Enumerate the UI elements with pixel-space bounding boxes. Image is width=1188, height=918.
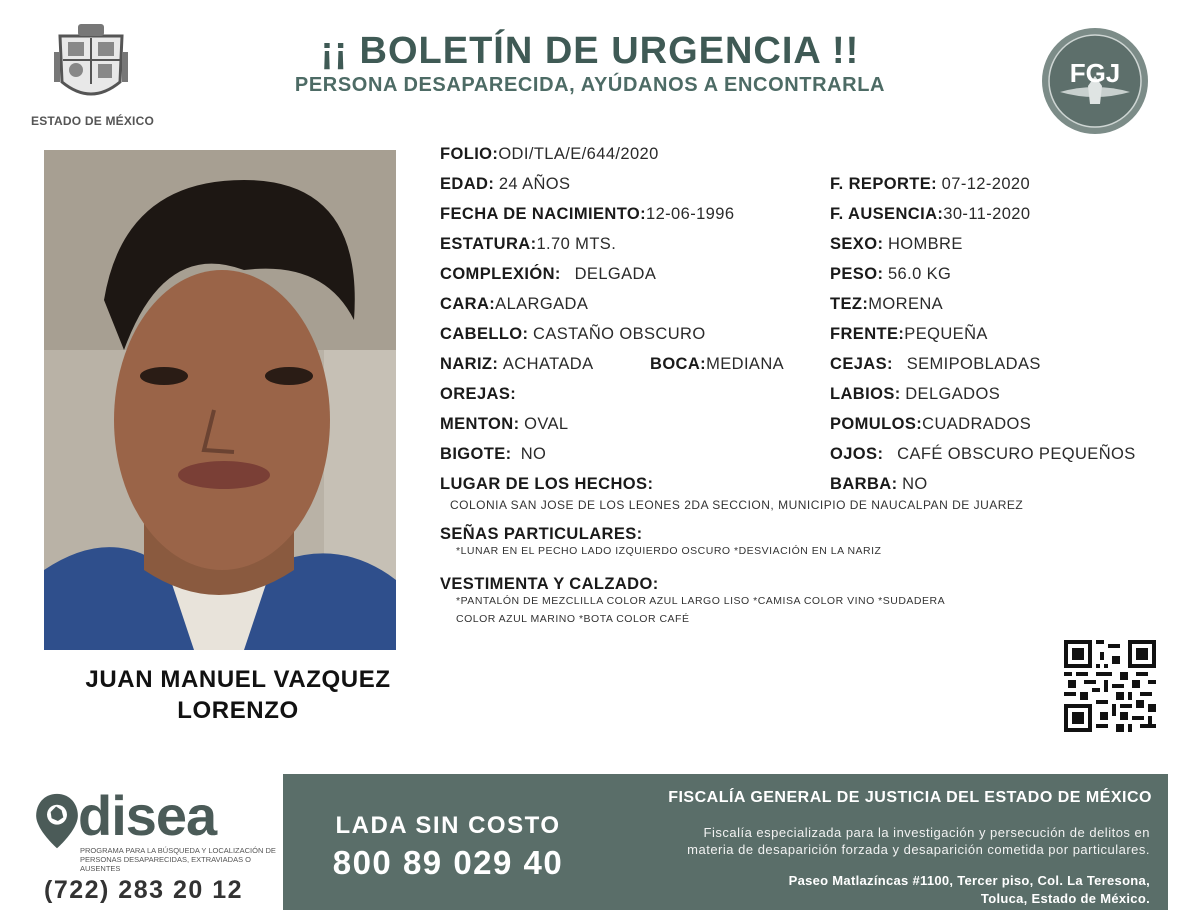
lada-number[interactable]: 800 89 029 40 (332, 844, 564, 881)
field-value: ALARGADA (495, 295, 589, 313)
odisea-map-pin-icon (34, 792, 80, 850)
field-value: OVAL (524, 415, 569, 433)
field-value: NO (520, 445, 547, 463)
field-value: PEQUEÑA (904, 325, 988, 343)
field-labios (830, 384, 1000, 404)
field-cabello (440, 324, 706, 344)
field-value: CASTAÑO OBSCURO (533, 325, 706, 343)
field-value: 30-11-2020 (943, 205, 1031, 223)
odisea-description: PROGRAMA PARA LA BÚSQUEDA Y LOCALIZACIÓN DE PERSONAS DESAPARECIDAS, EXTRAVIADAS O AUSENTES (80, 846, 276, 873)
field-value: MEDIANA (706, 355, 785, 373)
field-value: ACHATADA (502, 355, 594, 373)
field-boca (650, 354, 784, 374)
field-barba (830, 474, 928, 494)
field-frente (830, 324, 988, 344)
field-label: OREJAS: (440, 385, 517, 403)
field-lugar-label (440, 474, 653, 494)
fiscalia-address (789, 872, 1150, 908)
field-label: OJOS: (830, 445, 884, 463)
field-label: F. REPORTE: (830, 175, 938, 193)
field-bigote (440, 444, 546, 464)
field-fecha-nacimiento (440, 204, 734, 224)
field-label: SEXO: (830, 235, 884, 253)
field-folio (440, 144, 659, 164)
field-value: ODI/TLA/E/644/2020 (498, 145, 659, 163)
field-label: PESO: (830, 265, 884, 283)
field-tez (830, 294, 943, 314)
field-senas-label (440, 524, 643, 544)
field-lugar-value: COLONIA SAN JOSE DE LOS LEONES 2DA SECCION, MUNICIPIO DE NAUCALPAN DE JUAREZ (450, 498, 1024, 512)
field-label: SEÑAS PARTICULARES: (440, 525, 643, 543)
field-sexo (830, 234, 963, 254)
field-value: 12-06-1996 (646, 205, 735, 223)
field-cejas (830, 354, 1041, 374)
person-photo (44, 150, 396, 650)
field-label: F. AUSENCIA: (830, 205, 944, 223)
field-label: CABELLO: (440, 325, 529, 343)
field-value: SEMIPOBLADAS (906, 355, 1041, 373)
odisea-phone[interactable]: (722) 283 20 12 (44, 876, 244, 904)
field-orejas (440, 384, 516, 404)
field-label: BIGOTE: (440, 445, 512, 463)
field-label: MENTON: (440, 415, 520, 433)
state-label: ESTADO DE MÉXICO (31, 114, 154, 128)
field-label: BARBA: (830, 475, 898, 493)
person-name-line2: LORENZO (177, 697, 299, 724)
field-label: CEJAS: (830, 355, 893, 373)
field-label: TEZ: (830, 295, 869, 313)
lada-label: LADA SIN COSTO (335, 812, 561, 839)
address-line2: Toluca, Estado de México. (980, 891, 1150, 906)
field-menton (440, 414, 569, 434)
field-pomulos (830, 414, 1031, 434)
estado-de-mexico-seal-icon (54, 22, 128, 106)
field-value: 07-12-2020 (941, 175, 1031, 193)
fiscalia-desc-line1: Fiscalía especializada para la investigación y persecución de delitos en (703, 825, 1150, 840)
address-line1: Paseo Matlazíncas #1100, Tercer piso, Col. La Teresona, (788, 873, 1150, 888)
field-value: DELGADA (574, 265, 657, 283)
fiscalia-desc-line2: materia de desaparición forzada y desaparición cometida por particulares. (687, 842, 1150, 857)
field-label: EDAD: (440, 175, 495, 193)
field-vestimenta-value-line2: COLOR AZUL MARINO *BOTA COLOR CAFÉ (456, 613, 690, 625)
qr-code-icon[interactable] (1064, 640, 1156, 732)
field-label: NARIZ: (440, 355, 499, 373)
field-label: COMPLEXIÓN: (440, 265, 561, 283)
field-vestimenta-value-line1: *PANTALÓN DE MEZCLILLA COLOR AZUL LARGO LISO *CAMISA COLOR VINO *SUDADERA (456, 595, 946, 607)
field-label: BOCA: (650, 355, 707, 373)
field-edad (440, 174, 570, 194)
field-f-ausencia (830, 204, 1030, 224)
field-value: 24 AÑOS (498, 175, 571, 193)
field-vestimenta-label (440, 574, 659, 594)
field-senas-value: *LUNAR EN EL PECHO LADO IZQUIERDO OSCURO *DESVIACIÓN EN LA NARIZ (456, 545, 882, 557)
estado-de-mexico-logo (30, 22, 155, 132)
person-name-line1: JUAN MANUEL VAZQUEZ (85, 666, 391, 693)
field-value: 1.70 MTS. (536, 235, 617, 253)
field-complexion (440, 264, 656, 284)
field-value: CAFÉ OBSCURO PEQUEÑOS (897, 445, 1136, 463)
field-label: CARA: (440, 295, 496, 313)
field-value: HOMBRE (887, 235, 963, 253)
field-value: 56.0 KG (887, 265, 952, 283)
field-label: FOLIO: (440, 145, 499, 163)
field-label: POMULOS: (830, 415, 923, 433)
field-label: LABIOS: (830, 385, 901, 403)
field-label: FECHA DE NACIMIENTO: (440, 205, 646, 223)
fiscalia-title: FISCALÍA GENERAL DE JUSTICIA DEL ESTADO DE MÉXICO (668, 789, 1152, 806)
field-label: ESTATURA: (440, 235, 537, 253)
field-value: DELGADOS (905, 385, 1001, 403)
bulletin-subtitle: PERSONA DESAPARECIDA, AYÚDANOS A ENCONTRARLA (294, 74, 886, 96)
field-value: CUADRADOS (922, 415, 1032, 433)
field-cara (440, 294, 588, 314)
field-peso (830, 264, 951, 284)
odisea-name: disea (78, 784, 217, 847)
field-f-reporte (830, 174, 1030, 194)
fgj-seal-icon (1040, 26, 1150, 136)
fiscalia-description (687, 824, 1150, 858)
field-label: FRENTE: (830, 325, 905, 343)
field-nariz (440, 354, 594, 374)
odisea-logo (34, 784, 276, 873)
field-value: MORENA (868, 295, 944, 313)
field-ojos (830, 444, 1136, 464)
field-estatura (440, 234, 616, 254)
fgj-logo-text: FGJ (1069, 58, 1121, 88)
bulletin-title: ¡¡ BOLETÍN DE URGENCIA !! (320, 30, 860, 72)
field-label: VESTIMENTA Y CALZADO: (440, 575, 659, 593)
field-value: NO (902, 475, 928, 493)
field-label: LUGAR DE LOS HECHOS: (440, 475, 654, 493)
